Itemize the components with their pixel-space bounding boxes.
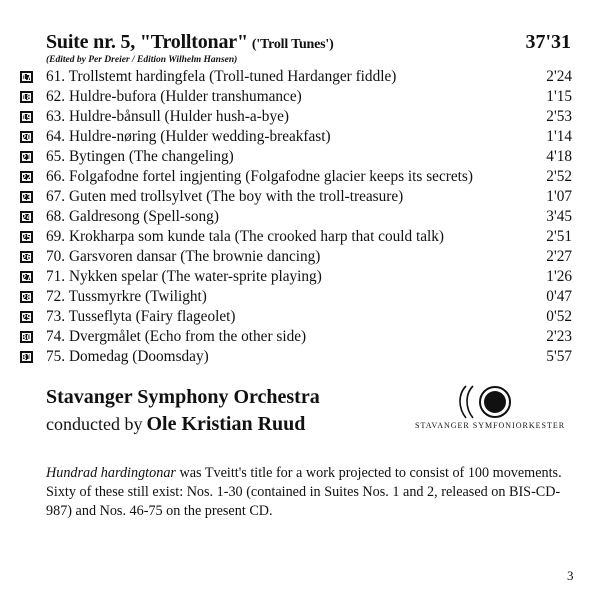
- track-duration: 2'24: [546, 68, 572, 85]
- track-row: [20, 247, 572, 267]
- track-row: [20, 347, 572, 367]
- track-title: 69. Krokharpa som kunde tala (The crooked harp that could talk): [46, 228, 445, 245]
- track-title: 72. Tussmyrkre (Twilight): [46, 288, 207, 305]
- track-duration: 2'51: [546, 228, 572, 245]
- track-number-badge: 28: [21, 293, 32, 302]
- track-number-badge: 25: [21, 233, 32, 242]
- note-text: was Tveitt's title for a work projected to consist of 100 movements. Sixty of these still exist: Nos. 1-30 (contained in Suites Nos. 1 and 2, released on BIS-CD-987) and Nos. 46-75 on the present CD.: [46, 465, 562, 519]
- track-number-badge: 24: [21, 213, 32, 222]
- track-title: 68. Galdresong (Spell-song): [46, 208, 219, 225]
- track-duration: 0'47: [546, 288, 572, 305]
- track-row: [20, 107, 572, 127]
- track-duration: 4'18: [546, 148, 572, 165]
- track-title: 73. Tusseflyta (Fairy flageolet): [46, 308, 236, 325]
- track-number-badge: 29: [21, 313, 32, 322]
- track-row: [20, 87, 572, 107]
- track-title: 65. Bytingen (The changeling): [46, 148, 234, 165]
- conducted-prefix: conducted by: [46, 414, 143, 434]
- track-duration: 2'23: [546, 328, 572, 345]
- track-number-badge: 20: [21, 133, 32, 142]
- track-row: [20, 167, 572, 187]
- track-number-badge: 18: [21, 93, 32, 102]
- track-row: [20, 267, 572, 287]
- track-duration: 3'45: [546, 208, 572, 225]
- track-row: [20, 187, 572, 207]
- logo-stroke-1: [460, 386, 466, 418]
- suite-header: [46, 31, 571, 57]
- track-row: [20, 147, 572, 167]
- track-number-badge: 27: [21, 273, 32, 282]
- suite-title: [46, 31, 334, 54]
- track-row: [20, 307, 572, 327]
- track-row: [20, 287, 572, 307]
- track-row: [20, 127, 572, 147]
- track-duration: 2'52: [546, 168, 572, 185]
- track-number-badge: 26: [21, 253, 32, 262]
- total-duration: 37'31: [525, 31, 571, 53]
- track-duration: 0'52: [546, 308, 572, 325]
- track-title: 71. Nykken spelar (The water-sprite playing): [46, 268, 322, 285]
- track-title: 70. Garsvoren dansar (The brownie dancing): [46, 248, 321, 265]
- track-duration: 1'26: [546, 268, 572, 285]
- track-title: 66. Folgafodne fortel ingjenting (Folgafodne glacier keeps its secrets): [46, 168, 473, 185]
- track-number-badge: 23: [21, 193, 32, 202]
- logo-caption: STAVANGER SYMFONIORKESTER: [415, 421, 566, 430]
- track-number-badge: 30: [21, 333, 32, 342]
- track-title: 63. Huldre-bånsull (Hulder hush-a-bye): [46, 108, 289, 125]
- track-number-badge: 22: [21, 173, 32, 182]
- track-duration: 1'15: [546, 88, 572, 105]
- track-duration: 2'27: [546, 248, 572, 265]
- note-work-title: Hundrad hardingtonar: [46, 465, 176, 481]
- suite-title-text: Suite nr. 5, "Trolltonar": [46, 31, 248, 53]
- program-note: [46, 464, 566, 521]
- track-duration: 5'57: [546, 348, 572, 365]
- track-number-badge: 21: [21, 153, 32, 162]
- track-list: [20, 67, 572, 367]
- conductor-name: Ole Kristian Ruud: [146, 413, 306, 435]
- track-row: [20, 67, 572, 87]
- logo-stroke-2: [467, 386, 473, 418]
- track-title: 74. Dvergmålet (Echo from the other side): [46, 328, 307, 345]
- track-row: [20, 207, 572, 227]
- conductor-line: [46, 413, 305, 436]
- track-title: 62. Huldre-bufora (Hulder transhumance): [46, 88, 302, 105]
- page-number: 3: [567, 568, 574, 583]
- logo-disc: [484, 391, 506, 413]
- track-title: 75. Domedag (Doomsday): [46, 348, 209, 365]
- track-number-badge: 19: [21, 113, 32, 122]
- track-title: 64. Huldre-nøring (Hulder wedding-breakfast): [46, 128, 331, 145]
- track-row: [20, 327, 572, 347]
- suite-subtitle: ('Troll Tunes'): [251, 37, 334, 52]
- track-row: [20, 227, 572, 247]
- track-number-badge: 17: [21, 73, 32, 82]
- track-title: 67. Guten med trollsylvet (The boy with the troll-treasure): [46, 188, 404, 205]
- track-title: 61. Trollstemt hardingfela (Troll-tuned Hardanger fiddle): [46, 68, 397, 85]
- track-duration: 2'53: [546, 108, 572, 125]
- track-duration: 1'14: [546, 128, 572, 145]
- track-number-badge: 31: [21, 353, 32, 362]
- track-duration: 1'07: [546, 188, 572, 205]
- edited-by: (Edited by Per Dreier / Edition Wilhelm Hansen): [46, 55, 238, 65]
- orchestra-name: Stavanger Symphony Orchestra: [46, 386, 320, 408]
